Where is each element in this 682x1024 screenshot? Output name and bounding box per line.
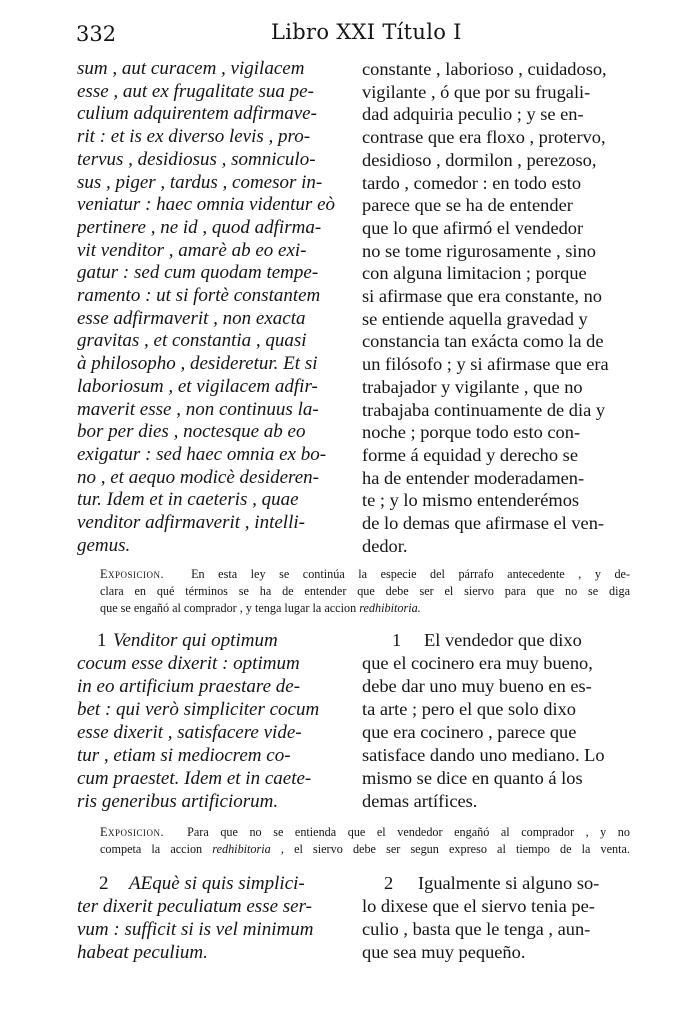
exposicion-label: Exposicion.: [100, 567, 164, 581]
spanish-line: trabajaba continuamente de dia y: [362, 399, 606, 420]
spanish-line: dedor.: [362, 535, 408, 556]
latin-line: sus , piger , tardus , comesor in-: [77, 171, 323, 193]
latin-line: cum praestet. Idem et in caete-: [77, 768, 312, 789]
spanish-line: que sea muy pequeño.: [362, 942, 526, 962]
spanish-line: ta arte ; pero el que solo dixo: [362, 699, 576, 719]
latin-line: habeat peculium.: [77, 942, 208, 963]
spanish-line: Igualmente si alguno so-: [418, 873, 600, 893]
spanish-line: parece que se ha de entender: [362, 195, 573, 216]
latin-line: maverit esse , non continuus la-: [77, 398, 319, 420]
latin-line: cocum esse dixerit : optimum: [77, 653, 300, 674]
spanish-line: constante , laborioso , cuidadoso,: [362, 59, 607, 79]
latin-line: exigatur : sed haec omnia ex bo-: [77, 443, 327, 465]
latin-line: ter dixerit peculiatum esse ser-: [77, 896, 312, 917]
latin-line: sum , aut curacem , vigilacem: [77, 58, 305, 79]
latin-line: in eo artificium praestare de-: [77, 676, 301, 697]
latin-line: tervus , desidiosus , somniculo-: [77, 148, 316, 170]
spanish-line: contrase que era floxo , protervo,: [362, 127, 606, 148]
spanish-line: te ; y lo mismo entenderémos: [362, 490, 580, 511]
spanish-line: con alguna limitacion ; porque: [362, 263, 587, 284]
spanish-line: lo dixese que el siervo tenia pe-: [362, 896, 595, 916]
latin-line: esse , aut ex frugalitate sua pe-: [77, 80, 314, 102]
latin-line: vit venditor , amarè ab eo exi-: [77, 239, 307, 261]
exposicion-text: En esta ley se continúa la especie del párrafo antecedente , y de-: [191, 567, 630, 581]
latin-line: à philosopho , desideretur. Et si: [77, 353, 318, 375]
exposicion-text: , el siervo debe ser segun expreso al tiempo de la venta.: [270, 842, 630, 856]
spanish-line: si afirmase que era constante, no: [362, 286, 603, 307]
paragraph-number: 1: [97, 630, 107, 651]
latin-line: veniatur : haec omnia videntur eò: [77, 194, 336, 216]
latin-column-section2: [77, 629, 342, 813]
latin-line: AEquè si quis simplici-: [129, 873, 305, 894]
exposicion-text: Para que no se entienda que el vendedor engañó al comprador , y no: [187, 825, 630, 839]
latin-line: rit : et is ex diverso levis , pro-: [77, 126, 311, 148]
spanish-line: trabajador y vigilante , que no: [362, 376, 583, 397]
latin-column-section1: [77, 58, 342, 557]
spanish-line: que era cocinero , parece que: [362, 722, 577, 742]
latin-line: venditor adfirmaverit , intelli-: [77, 512, 305, 534]
latin-line: pertinere , ne id , quod adfirma-: [77, 216, 322, 238]
exposicion-note-1: [100, 566, 630, 617]
latin-line: gemus.: [77, 534, 131, 556]
latin-column-section3: [77, 872, 342, 964]
exposicion-italic-term: redhibitoria.: [359, 601, 421, 615]
spanish-line: mismo se dice en quanto á los: [362, 768, 583, 788]
spanish-line: constancia tan exácta como la de: [362, 331, 604, 352]
spanish-line: culio , basta que le tenga , aun-: [362, 919, 591, 939]
spanish-line: de lo demas que afirmase el ven-: [362, 513, 605, 534]
latin-line: esse adfirmaverit , non exacta: [77, 307, 306, 329]
latin-line: esse dixerit , satisfacere vide-: [77, 722, 302, 743]
exposicion-text: que se engañó al comprador , y tenga lugar la accion: [100, 601, 360, 615]
spanish-line: se entiende aquella gravedad y: [362, 308, 588, 329]
spanish-line: ha de entender moderadamen-: [362, 467, 585, 488]
latin-line: bet : qui verò simpliciter cocum: [77, 699, 320, 720]
spanish-column-section2: [362, 629, 624, 813]
spanish-column-section3: [362, 872, 624, 964]
spanish-line: demas artífices.: [362, 791, 478, 811]
paragraph-number: 2: [384, 873, 394, 893]
spanish-line: debe dar uno muy bueno en es-: [362, 676, 592, 696]
latin-line: gatur : sed cum quodam tempe-: [77, 262, 319, 284]
spanish-line: un filósofo ; y si afirmase que era: [362, 354, 609, 375]
paragraph-number: 1: [392, 630, 402, 650]
latin-line: no , et aequo modicè desideren-: [77, 466, 319, 488]
exposicion-italic-term: redhibitoria: [212, 842, 271, 856]
spanish-line: tardo , comedor : en todo esto: [362, 172, 582, 193]
spanish-line: vigilante , ó que por su frugali-: [362, 81, 591, 102]
page-number: 332: [76, 22, 117, 46]
latin-line: culium adquirentem adfirmave-: [77, 103, 317, 125]
latin-line: tur , etiam si mediocrem co-: [77, 745, 291, 766]
exposicion-text: competa la accion: [100, 842, 213, 856]
spanish-line: forme á equidad y derecho se: [362, 444, 578, 465]
running-header: [76, 20, 622, 52]
spanish-line: que lo que afirmó el vendedor: [362, 217, 584, 238]
spanish-line: no se tome rigurosamente , sino: [362, 240, 596, 261]
running-title: Libro XXI Título I: [271, 20, 462, 44]
latin-line: ris generibus artificiorum.: [77, 791, 279, 812]
spanish-column-section1: [362, 58, 624, 557]
latin-line: bor per dies , noctesque ab eo: [77, 421, 306, 443]
spanish-line: satisface dando uno mediano. Lo: [362, 745, 605, 765]
exposicion-text: clara en qué términos se ha de entender que debe ser el siervo para que no se diga: [100, 584, 630, 598]
latin-line: Venditor qui optimum: [113, 630, 278, 651]
latin-line: ramento : ut si fortè constantem: [77, 285, 321, 307]
spanish-line: dad adquiria peculio ; y se en-: [362, 104, 584, 125]
latin-line: laboriosum , et vigilacem adfir-: [77, 375, 318, 397]
spanish-line: El vendedor que dixo: [424, 630, 582, 650]
spanish-line: que el cocinero era muy bueno,: [362, 653, 593, 673]
latin-line: vum : sufficit si is vel minimum: [77, 919, 314, 940]
exposicion-label: Exposicion.: [100, 825, 164, 839]
spanish-line: desidioso , dormilon , perezoso,: [362, 149, 597, 170]
paragraph-number: 2: [99, 873, 109, 894]
latin-line: gravitas , et constantia , quasi: [77, 330, 307, 352]
exposicion-note-2: [100, 824, 630, 858]
latin-line: tur. Idem et in caeteris , quae: [77, 489, 299, 511]
spanish-line: noche ; porque todo esto con-: [362, 422, 581, 443]
